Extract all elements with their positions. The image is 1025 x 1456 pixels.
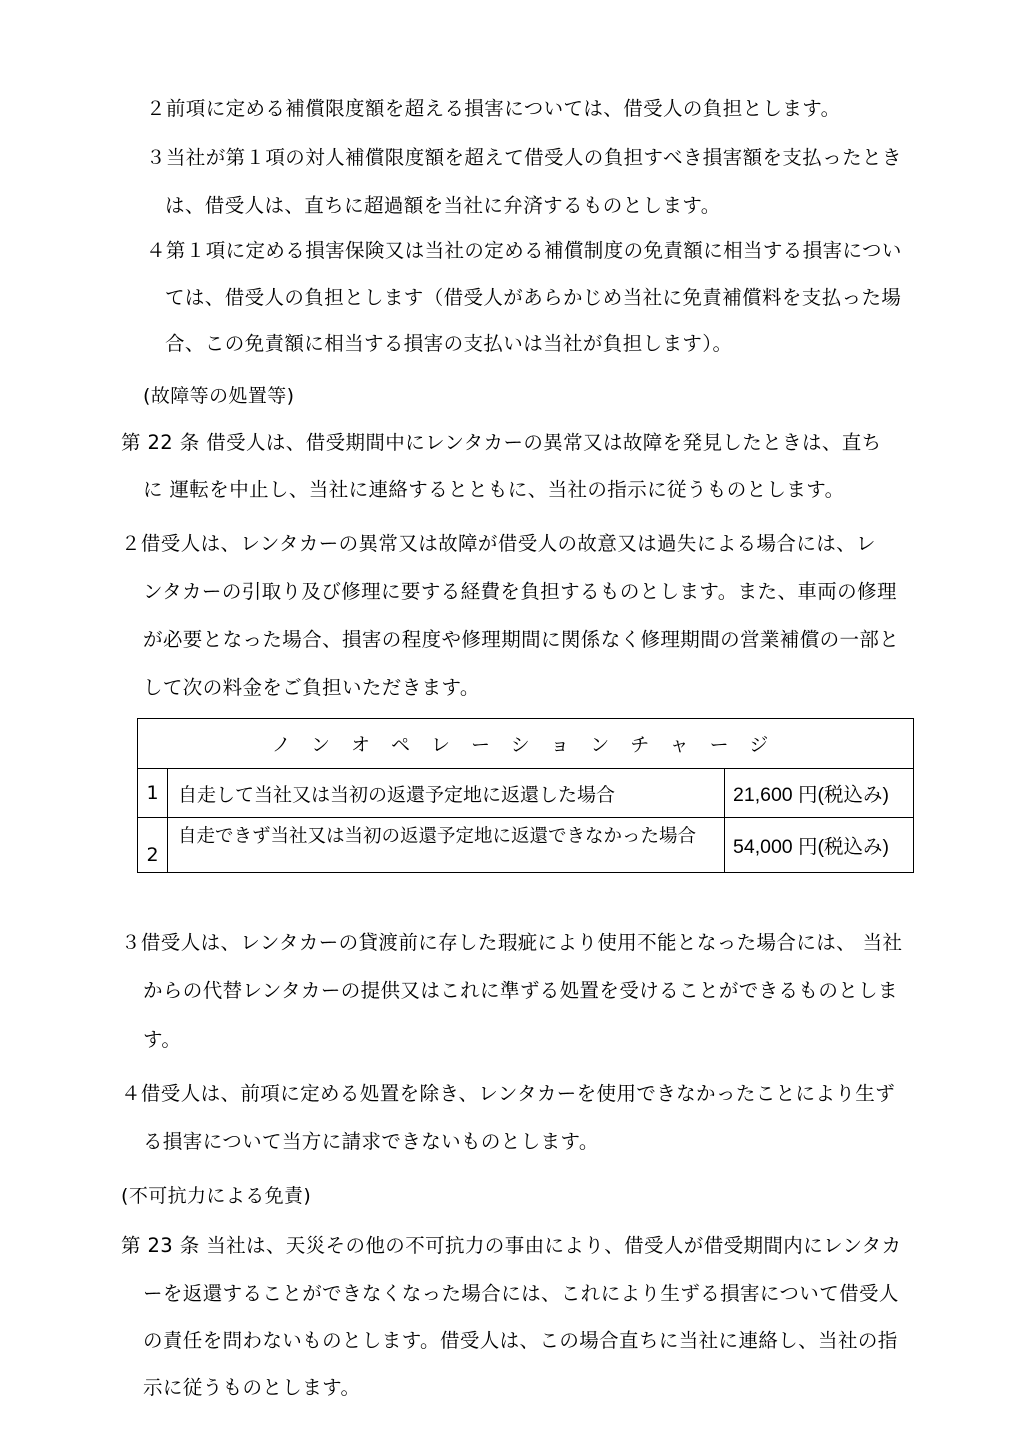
art22-p2-line1: ２借受人は、レンタカーの異常又は故障が借受人の故意又は過失による場合には、レ <box>121 532 876 555</box>
art22-p2-line4: して次の料金をご負担いただきます。 <box>143 676 480 699</box>
art22-p4-line1: ４借受人は、前項に定める処置を除き、レンタカーを使用できなかったことにより生ず <box>121 1082 896 1105</box>
art21-p2-line1: ２前項に定める補償限度額を超える損害については、借受人の負担とします。 <box>146 97 841 120</box>
art22-p3-line1: ３借受人は、レンタカーの貸渡前に存した瑕疵により使用不能となった場合には、 当社 <box>121 931 903 954</box>
art23-heading: (不可抗力による免責) <box>121 1185 312 1207</box>
table-title: ノンオペレーションチャージ <box>138 719 914 769</box>
row-description: 自走して当社又は当初の返還予定地に返還した場合 <box>168 769 725 818</box>
art23-p1-line3: の責任を問わないものとします。借受人は、この場合直ちに当社に連絡し、当社の指 <box>143 1329 898 1352</box>
art22-heading: (故障等の処置等) <box>143 385 295 407</box>
art23-p1-line2: ーを返還することができなくなった場合には、これにより生ずる損害について借受人 <box>143 1282 899 1305</box>
row-number: 1 <box>138 769 168 818</box>
row-fee: 21,600 円(税込み) <box>725 769 914 818</box>
art21-p4-line3: 合、この免責額に相当する損害の支払いは当社が負担します）。 <box>165 332 733 355</box>
art21-p4-line2: ては、借受人の負担とします（借受人があらかじめ当社に免責補償料を支払った場 <box>165 286 902 309</box>
art22-p3-line2: からの代替レンタカーの提供又はこれに準ずる処置を受けることができるものとしま <box>143 979 898 1002</box>
row-number: 2 <box>138 818 168 873</box>
art23-p1-line1: 第 23 条 当社は、天災その他の不可抗力の事由により、借受人が借受期間内にレンタカ <box>121 1234 902 1257</box>
row-description: 自走できず当社又は当初の返還予定地に返還できなかった場合 <box>168 818 725 873</box>
art22-p3-line3: す。 <box>143 1028 182 1051</box>
art23-p1-line4: 示に従うものとします。 <box>143 1376 361 1399</box>
art22-p4-line2: る損害について当方に請求できないものとします。 <box>143 1130 599 1153</box>
table-header-row <box>138 719 914 769</box>
art22-p2-line2: ンタカーの引取り及び修理に要する経費を負担するものとします。また、車両の修理 <box>143 580 897 603</box>
non-operation-charge-table <box>137 718 914 873</box>
art21-p4-line1: ４第１項に定める損害保険又は当社の定める補償制度の免責額に相当する損害につい <box>146 239 902 262</box>
art22-p1-line1: 第 22 条 借受人は、借受期間中にレンタカーの異常又は故障を発見したときは、直ち <box>121 431 882 454</box>
row-fee: 54,000 円(税込み) <box>725 818 914 873</box>
art21-p3-line1: ３当社が第１項の対人補償限度額を超えて借受人の負担すべき損害額を支払ったとき <box>146 146 902 169</box>
art21-p3-line2: は、借受人は、直ちに超過額を当社に弁済するものとします。 <box>165 194 721 217</box>
art22-p2-line3: が必要となった場合、損害の程度や修理期間に関係なく修理期間の営業補償の一部と <box>143 628 900 651</box>
art22-p1-line2: に 運転を中止し、当社に連絡するとともに、当社の指示に従うものとします。 <box>143 478 845 501</box>
table-row <box>138 818 914 873</box>
table-row <box>138 769 914 818</box>
